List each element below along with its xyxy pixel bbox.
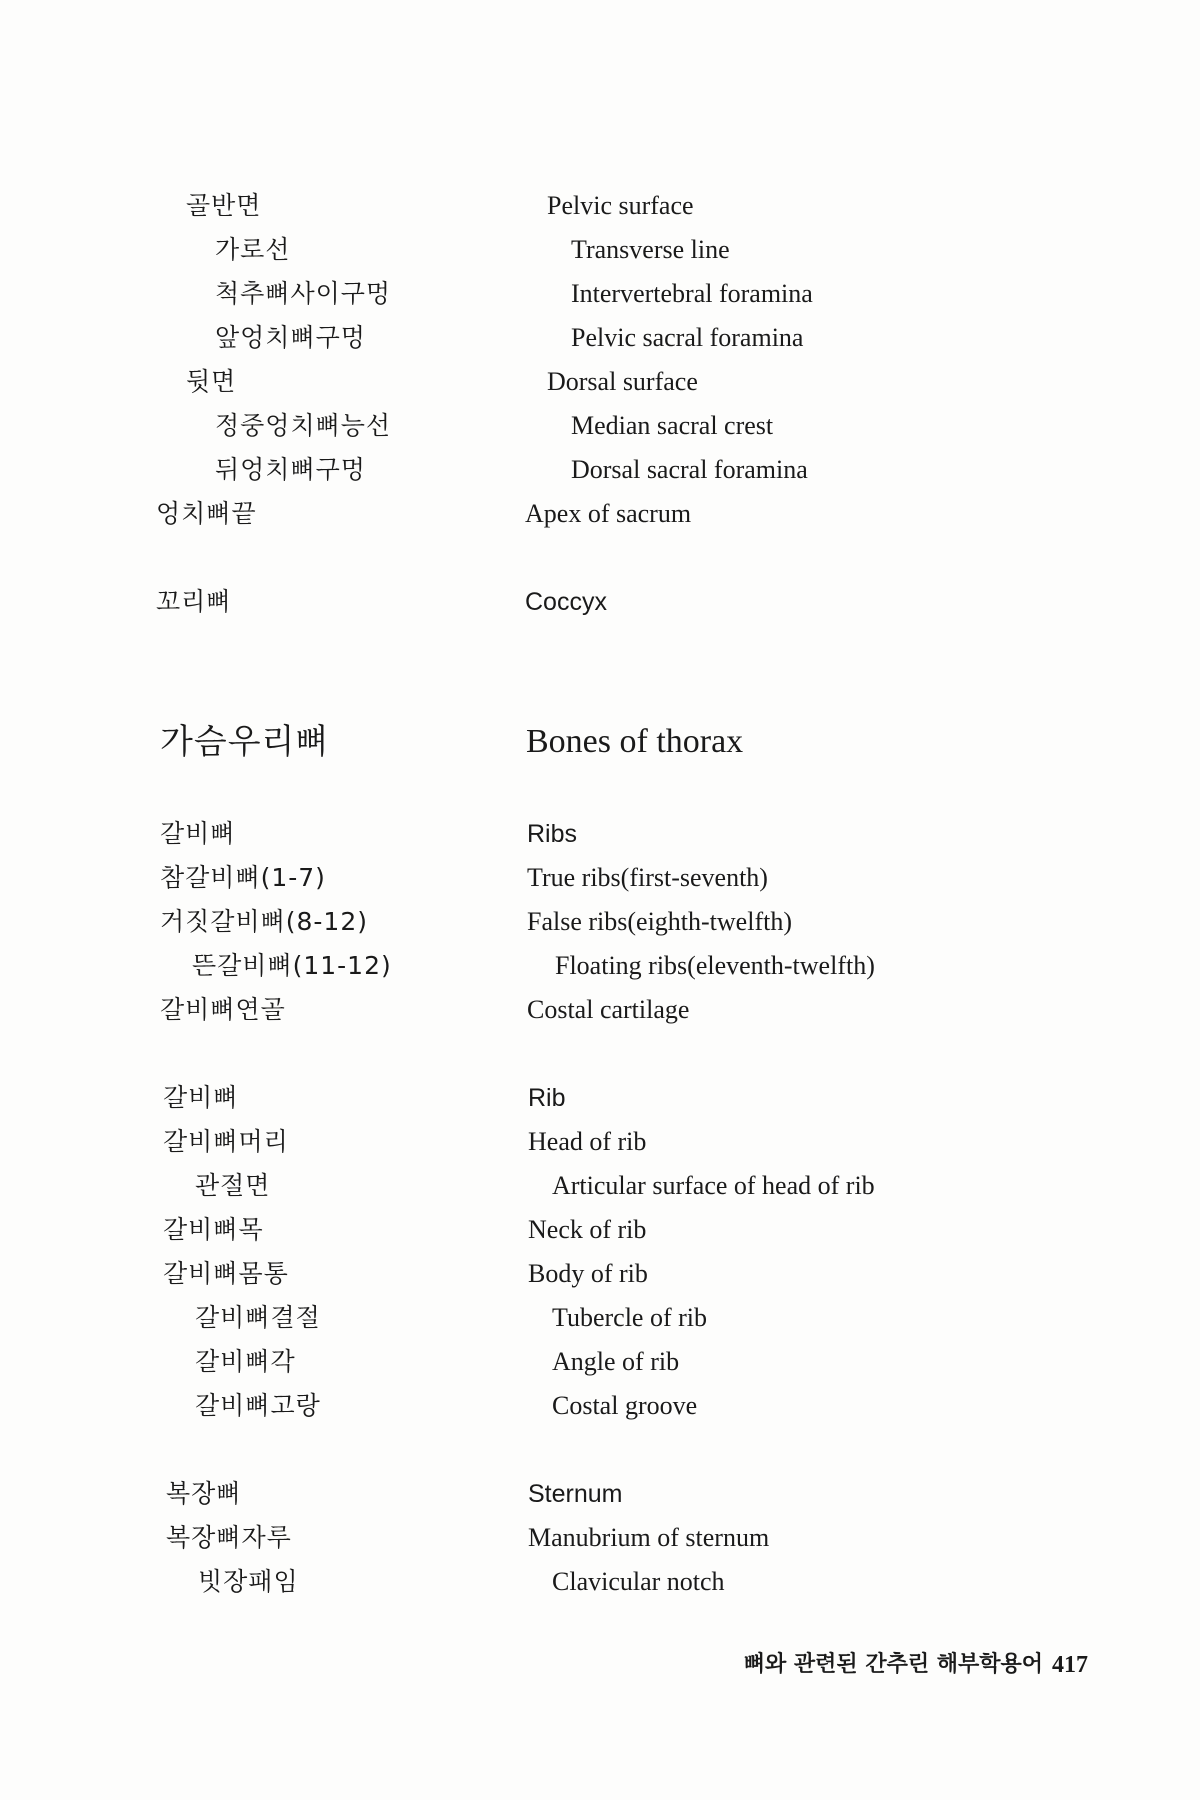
term-row [0, 228, 1200, 272]
korean-term: 꼬리뼈 [156, 587, 232, 616]
korean-term: 정중엉치뼈능선 [215, 411, 392, 440]
korean-term: 갈비뼈머리 [163, 1127, 289, 1156]
korean-heading: 가슴우리뼈 [160, 722, 330, 762]
english-heading: Bones of thorax [526, 723, 744, 760]
english-term: Dorsal sacral foramina [571, 455, 808, 484]
english-term: Intervertebral foramina [571, 279, 813, 308]
english-term: False ribs(eighth-twelfth) [527, 907, 792, 936]
english-term: Rib [528, 1084, 566, 1112]
korean-term: 갈비뼈결절 [195, 1303, 321, 1332]
english-term: Neck of rib [528, 1215, 647, 1244]
korean-term: 갈비뼈 [163, 1083, 239, 1112]
english-term: Apex of sacrum [525, 499, 692, 528]
running-title: 뼈와 관련된 간추린 해부학용어 [743, 1652, 1043, 1677]
english-term: Median sacral crest [571, 411, 774, 440]
term-row [0, 1516, 1200, 1560]
english-term: Sternum [528, 1480, 623, 1508]
term-row [0, 1252, 1200, 1296]
korean-term: 갈비뼈각 [195, 1347, 296, 1376]
term-row [0, 944, 1200, 988]
term-row [0, 1560, 1200, 1604]
english-term: Costal cartilage [527, 995, 690, 1024]
korean-term: 복장뼈자루 [166, 1523, 292, 1552]
page-footer [0, 1643, 1200, 1687]
korean-term: 뒤엉치뼈구멍 [215, 455, 366, 484]
english-term: Dorsal surface [547, 367, 698, 396]
english-term: Articular surface of head of rib [552, 1171, 875, 1200]
korean-term: 갈비뼈목 [163, 1215, 264, 1244]
english-term: True ribs(first-seventh) [527, 863, 768, 892]
english-term: Tubercle of rib [552, 1303, 708, 1332]
english-term: Body of rib [528, 1259, 648, 1288]
korean-term: 빗장패임 [198, 1567, 299, 1596]
term-row [0, 900, 1200, 944]
korean-term: 갈비뼈몸통 [163, 1259, 289, 1288]
english-term: Pelvic surface [547, 191, 694, 220]
term-row [0, 184, 1200, 228]
korean-term: 갈비뼈 [160, 819, 236, 848]
term-row [0, 448, 1200, 492]
korean-term: 뜬갈비뼈(11-12) [192, 951, 392, 980]
term-row [0, 1472, 1200, 1516]
term-row [0, 1296, 1200, 1340]
english-term: Costal groove [552, 1391, 698, 1420]
term-row [0, 856, 1200, 900]
korean-term: 앞엉치뼈구멍 [215, 323, 366, 352]
korean-term: 거짓갈비뼈(8-12) [160, 907, 368, 936]
english-term: Pelvic sacral foramina [571, 323, 804, 352]
term-row [0, 272, 1200, 316]
korean-term: 참갈비뼈(1-7) [160, 863, 326, 892]
term-row [0, 1208, 1200, 1252]
korean-term: 엉치뼈끝 [156, 499, 257, 528]
term-row [0, 1340, 1200, 1384]
term-row [0, 1120, 1200, 1164]
korean-term: 관절면 [195, 1171, 271, 1200]
korean-term: 가로선 [215, 235, 291, 264]
english-term: Transverse line [571, 235, 730, 264]
term-row [0, 316, 1200, 360]
section-heading [0, 712, 1200, 772]
page-number: 417 [1052, 1652, 1088, 1678]
term-row [0, 404, 1200, 448]
english-term: Clavicular notch [552, 1567, 725, 1596]
english-term: Floating ribs(eleventh-twelfth) [555, 951, 875, 980]
korean-term: 갈비뼈고랑 [195, 1391, 321, 1420]
term-row [0, 988, 1200, 1032]
english-term: Ribs [527, 820, 578, 848]
english-term: Angle of rib [552, 1347, 680, 1376]
term-row [0, 1164, 1200, 1208]
term-row [0, 1076, 1200, 1120]
english-term: Coccyx [525, 588, 607, 616]
english-term: Head of rib [528, 1127, 647, 1156]
term-row [0, 492, 1200, 536]
term-row [0, 1384, 1200, 1428]
term-row [0, 812, 1200, 856]
english-term: Manubrium of sternum [528, 1523, 770, 1552]
korean-term: 척추뼈사이구멍 [215, 279, 392, 308]
korean-term: 뒷면 [186, 367, 237, 396]
term-row [0, 360, 1200, 404]
korean-term: 골반면 [186, 191, 262, 220]
korean-term: 복장뼈 [166, 1479, 242, 1508]
term-row [0, 580, 1200, 624]
korean-term: 갈비뼈연골 [160, 995, 286, 1024]
